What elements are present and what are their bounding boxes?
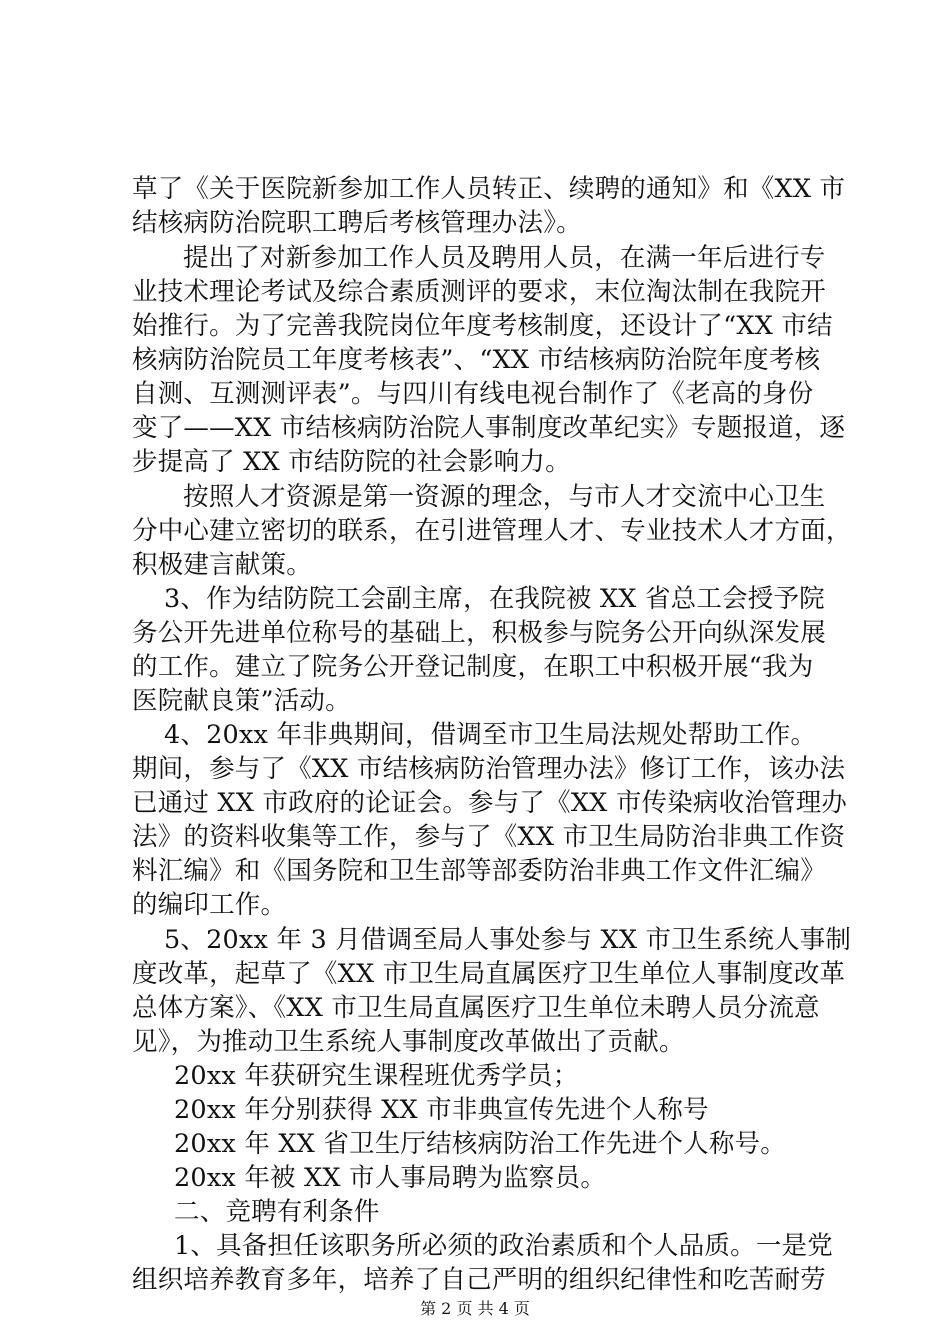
text-line: 法》的资料收集等工作，参与了《XX 市卫生局防治非典工作资	[132, 822, 846, 852]
text-line: 业技术理论考试及综合素质测评的要求，末位淘汰制在我院开	[132, 277, 826, 307]
text-line: 草了《关于医院新参加工作人员转正、续聘的通知》和《XX 市	[132, 174, 846, 204]
text-line: 始推行。为了完善我院岗位年度考核制度，还设计了“XX 市结	[132, 311, 833, 341]
award-line: 20xx 年获研究生课程班优秀学员；	[174, 1061, 579, 1091]
paragraph-start-line: 按照人才资源是第一资源的理念，与市人才交流中心卫生	[183, 482, 826, 512]
text-line: 的工作。建立了院务公开登记制度，在职工中积极开展“我为	[132, 652, 814, 682]
text-line: 变了——XX 市结核病防治院人事制度改革纪实》专题报道，逐	[132, 413, 846, 443]
text-line: 结核病防治院职工聘后考核管理办法》。	[132, 208, 582, 238]
paragraph-start-line: 3、作为结防院工会副主席，在我院被 XX 省总工会授予院	[164, 584, 825, 614]
text-line: 分中心建立密切的联系，在引进管理人才、专业技术人才方面，	[132, 516, 852, 546]
paragraph-start-line: 4、20xx 年非典期间，借调至市卫生局法规处帮助工作。	[164, 720, 817, 750]
text-line: 积极建言献策。	[132, 550, 312, 580]
text-line: 料汇编》和《国务院和卫生部等部委防治非典工作文件汇编》	[132, 856, 826, 886]
text-line: 核病防治院员工年度考核表”、“XX 市结核病防治院年度考核	[132, 345, 821, 375]
text-line: 总体方案》、《XX 市卫生局直属医疗卫生单位未聘人员分流意	[132, 993, 820, 1023]
award-line: 20xx 年 XX 省卫生厅结核病防治工作先进个人称号。	[174, 1129, 786, 1159]
paragraph-start-line: 提出了对新参加工作人员及聘用人员，在满一年后进行专	[183, 243, 826, 273]
text-line: 期间，参与了《XX 市结核病防治管理办法》修订工作，该办法	[132, 754, 846, 784]
text-line: 自测、互测测评表”。与四川有线电视台制作了《老高的身份	[132, 379, 814, 409]
text-line: 步提高了 XX 市结防院的社会影响力。	[132, 447, 571, 477]
award-line: 20xx 年被 XX 市人事局聘为监察员。	[174, 1163, 607, 1193]
text-line: 见》，为推动卫生系统人事制度改革做出了贡献。	[132, 1027, 685, 1057]
page-number-footer: 第 2 页 共 4 页	[420, 1299, 530, 1318]
award-line: 20xx 年分别获得 XX 市非典宣传先进个人称号	[174, 1095, 709, 1125]
paragraph-start-line: 5、20xx 年 3 月借调至局人事处参与 XX 市卫生系统人事制	[164, 925, 852, 955]
text-line: 的编印工作。	[132, 890, 287, 920]
text-line: 度改革，起草了《XX 市卫生局直属医疗卫生单位人事制度改革	[132, 959, 846, 989]
section-heading: 二、竞聘有利条件	[174, 1197, 380, 1227]
text-line: 务公开先进单位称号的基础上，积极参与院务公开向纵深发展	[132, 618, 826, 648]
text-line: 组织培养教育多年，培养了自己严明的组织纪律性和吃苦耐劳	[132, 1265, 826, 1295]
text-line: 已通过 XX 市政府的论证会。参与了《XX 市传染病收治管理办	[132, 788, 848, 818]
paragraph-start-line: 1、具备担任该职务所必须的政治素质和个人品质。一是党	[174, 1231, 833, 1261]
text-line: 医院献良策”活动。	[132, 686, 351, 716]
